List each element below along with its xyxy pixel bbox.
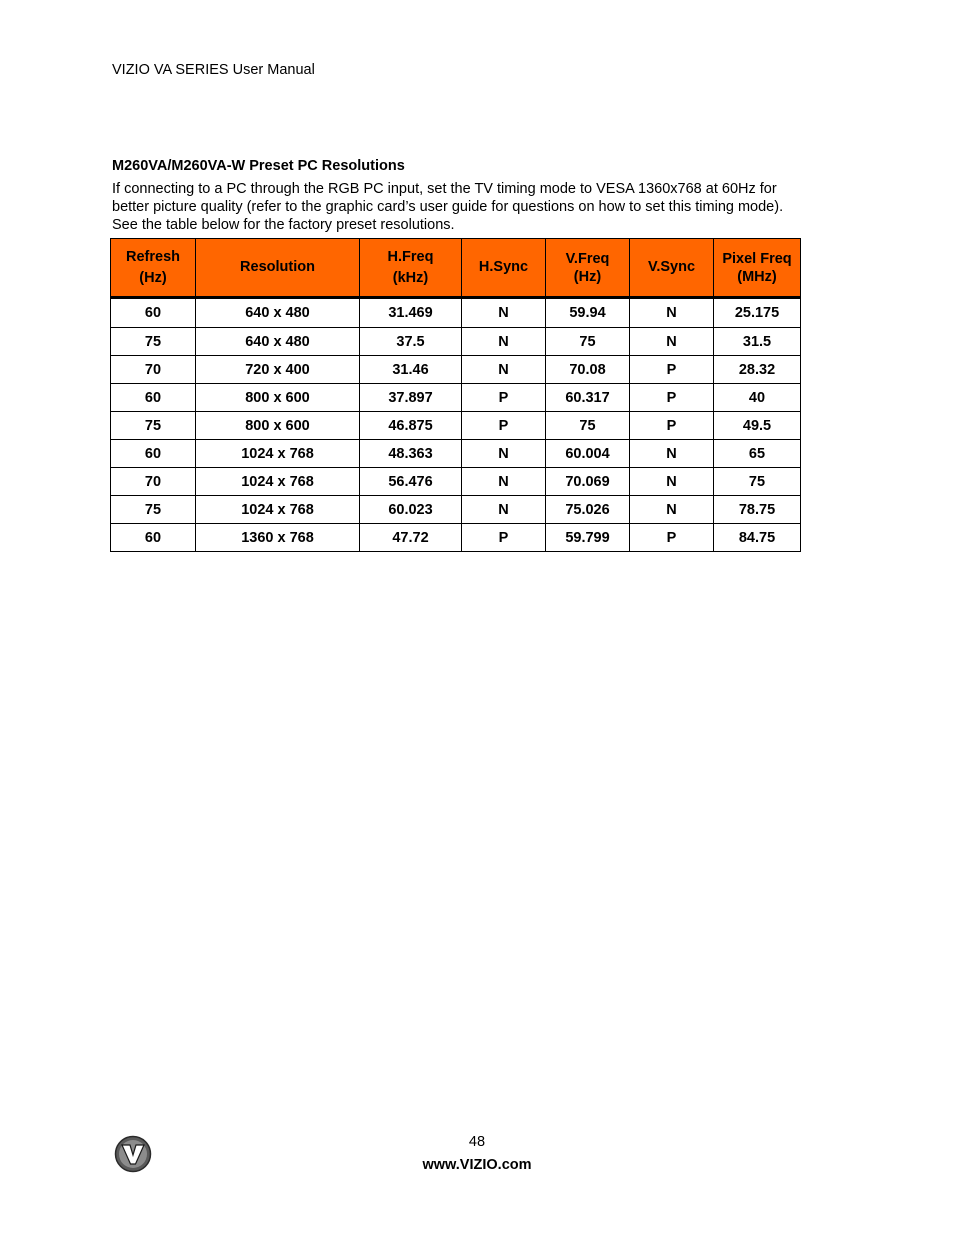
- cell-refresh: 75: [111, 412, 196, 440]
- cell-resolution: 640 x 480: [196, 328, 360, 356]
- cell-vsync: P: [630, 524, 714, 552]
- cell-resolution: 1024 x 768: [196, 496, 360, 524]
- cell-pixel-freq: 75: [714, 468, 801, 496]
- cell-vfreq: 75: [546, 328, 630, 356]
- cell-hsync: N: [462, 328, 546, 356]
- cell-vfreq: 59.799: [546, 524, 630, 552]
- cell-pixel-freq: 84.75: [714, 524, 801, 552]
- cell-refresh: 70: [111, 356, 196, 384]
- cell-refresh: 60: [111, 384, 196, 412]
- table-body: [111, 298, 801, 552]
- cell-vsync: N: [630, 298, 714, 328]
- cell-refresh: 60: [111, 524, 196, 552]
- cell-refresh: 70: [111, 468, 196, 496]
- cell-hfreq: 47.72: [360, 524, 462, 552]
- cell-hsync: P: [462, 412, 546, 440]
- cell-hfreq: 48.363: [360, 440, 462, 468]
- cell-vsync: N: [630, 468, 714, 496]
- cell-pixel-freq: 31.5: [714, 328, 801, 356]
- column-header-vfreq: V.Freq (Hz): [546, 239, 630, 298]
- cell-hsync: P: [462, 384, 546, 412]
- column-header-refresh: Refresh (Hz): [111, 239, 196, 298]
- cell-hfreq: 46.875: [360, 412, 462, 440]
- cell-vsync: P: [630, 356, 714, 384]
- cell-resolution: 720 x 400: [196, 356, 360, 384]
- cell-vfreq: 75: [546, 412, 630, 440]
- column-header-hsync: H.Sync: [462, 239, 546, 298]
- cell-vfreq: 75.026: [546, 496, 630, 524]
- cell-refresh: 60: [111, 440, 196, 468]
- cell-hfreq: 37.5: [360, 328, 462, 356]
- cell-vsync: P: [630, 384, 714, 412]
- cell-hsync: N: [462, 356, 546, 384]
- table-row: [111, 298, 801, 328]
- cell-vsync: N: [630, 328, 714, 356]
- paragraph-line: If connecting to a PC through the RGB PC input, set the TV timing mode to VESA 1360x768 at 60Hz for: [112, 181, 777, 197]
- table-row: [111, 328, 801, 356]
- cell-hfreq: 60.023: [360, 496, 462, 524]
- column-header-vsync: V.Sync: [630, 239, 714, 298]
- intro-paragraph: [112, 180, 852, 234]
- cell-hsync: N: [462, 468, 546, 496]
- cell-hfreq: 31.46: [360, 356, 462, 384]
- section-title: M260VA/M260VA-W Preset PC Resolutions: [112, 158, 405, 174]
- cell-pixel-freq: 49.5: [714, 412, 801, 440]
- paragraph-line: better picture quality (refer to the graphic card’s user guide for questions on how to set this timing mode).: [112, 199, 784, 215]
- cell-pixel-freq: 28.32: [714, 356, 801, 384]
- cell-vsync: P: [630, 412, 714, 440]
- footer-url: www.VIZIO.com: [422, 1157, 532, 1173]
- cell-pixel-freq: 78.75: [714, 496, 801, 524]
- cell-vsync: N: [630, 496, 714, 524]
- paragraph-line: See the table below for the factory preset resolutions.: [112, 217, 455, 233]
- cell-vfreq: 70.08: [546, 356, 630, 384]
- column-header-hfreq: H.Freq (kHz): [360, 239, 462, 298]
- table-header-row: [111, 239, 801, 298]
- cell-refresh: 75: [111, 328, 196, 356]
- cell-hfreq: 31.469: [360, 298, 462, 328]
- cell-resolution: 640 x 480: [196, 298, 360, 328]
- cell-vsync: N: [630, 440, 714, 468]
- cell-resolution: 800 x 600: [196, 412, 360, 440]
- table-row: [111, 496, 801, 524]
- table-row: [111, 384, 801, 412]
- table-row: [111, 440, 801, 468]
- cell-hfreq: 56.476: [360, 468, 462, 496]
- column-header-pixel-freq: Pixel Freq (MHz): [714, 239, 801, 298]
- cell-hsync: N: [462, 298, 546, 328]
- cell-pixel-freq: 65: [714, 440, 801, 468]
- table-row: [111, 356, 801, 384]
- page-number: 48: [468, 1134, 486, 1150]
- running-header: VIZIO VA SERIES User Manual: [112, 62, 315, 78]
- cell-refresh: 75: [111, 496, 196, 524]
- cell-hfreq: 37.897: [360, 384, 462, 412]
- cell-resolution: 1024 x 768: [196, 440, 360, 468]
- cell-hsync: N: [462, 496, 546, 524]
- cell-pixel-freq: 40: [714, 384, 801, 412]
- cell-resolution: 1360 x 768: [196, 524, 360, 552]
- cell-vfreq: 59.94: [546, 298, 630, 328]
- cell-pixel-freq: 25.175: [714, 298, 801, 328]
- cell-refresh: 60: [111, 298, 196, 328]
- cell-hsync: N: [462, 440, 546, 468]
- cell-vfreq: 60.004: [546, 440, 630, 468]
- column-header-resolution: Resolution: [196, 239, 360, 298]
- table-row: [111, 468, 801, 496]
- cell-vfreq: 60.317: [546, 384, 630, 412]
- table-row: [111, 412, 801, 440]
- preset-resolutions-table: [110, 238, 801, 552]
- cell-resolution: 1024 x 768: [196, 468, 360, 496]
- cell-resolution: 800 x 600: [196, 384, 360, 412]
- cell-vfreq: 70.069: [546, 468, 630, 496]
- cell-hsync: P: [462, 524, 546, 552]
- table-row: [111, 524, 801, 552]
